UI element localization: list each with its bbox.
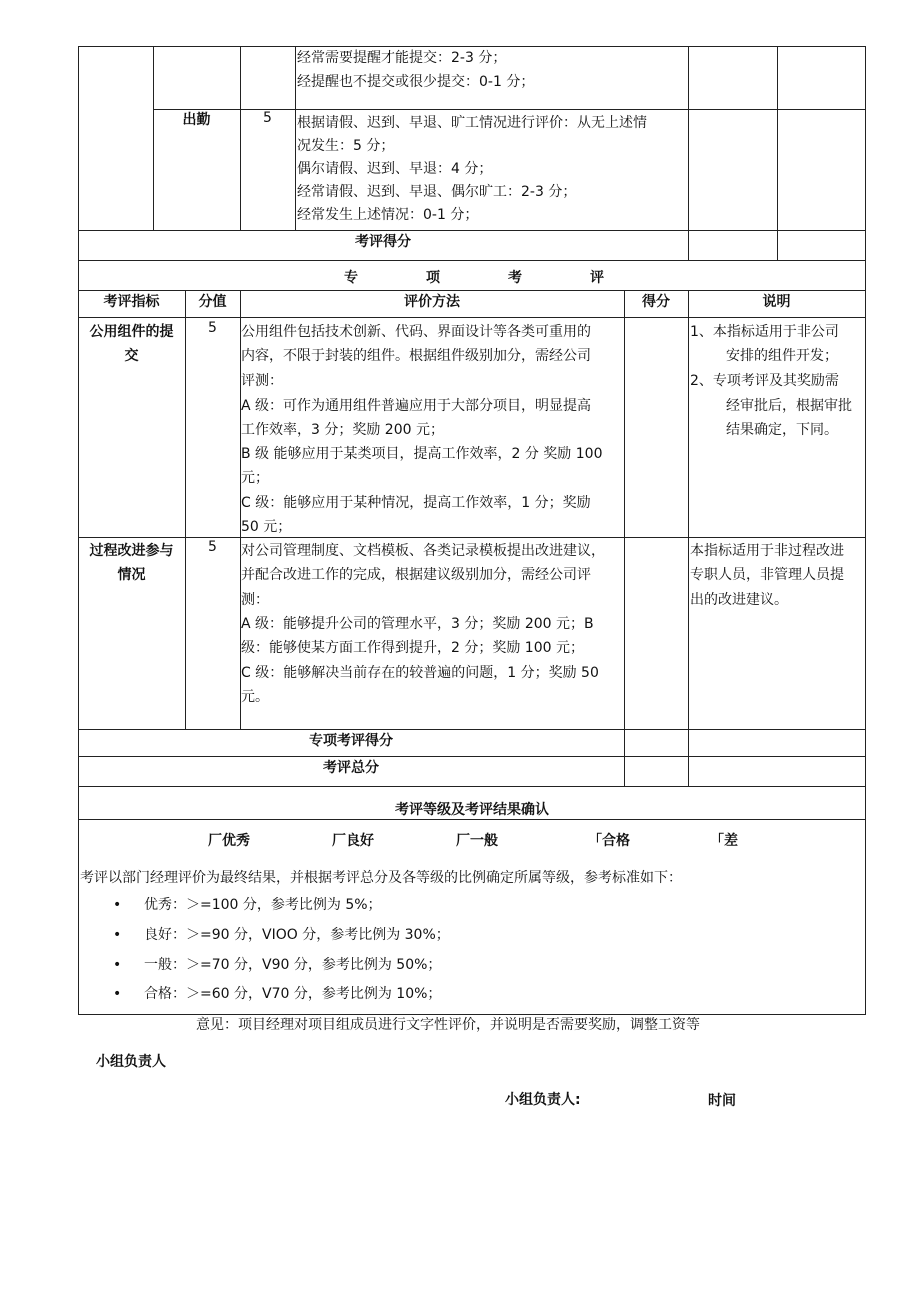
subtotal-label: 考评得分	[355, 234, 411, 250]
attendance-score: 5	[263, 110, 272, 126]
header-indicator: 考评指标	[103, 294, 160, 310]
rule	[624, 290, 625, 786]
attendance-label: 出勤	[182, 112, 211, 128]
header-points: 得分	[642, 294, 670, 310]
special-total-label: 专项考评得分	[309, 733, 393, 749]
attendance-criteria-line: 况发生：5 分；	[297, 138, 395, 154]
method-line: 公用组件包括技术创新、代码、界面设计等各类可重用的	[241, 324, 591, 340]
title-char: 项	[426, 270, 440, 286]
leader-label: 小组负责人	[96, 1054, 166, 1070]
special-section-title	[344, 266, 604, 290]
row-score: 5	[208, 320, 217, 336]
row-score: 5	[208, 539, 217, 555]
indicator-line: 情况	[117, 567, 146, 583]
grading-intro: 考评以部门经理评价为最终结果，并根据考评总分及各等级的比例确定所属等级，参考标准如下：	[80, 870, 682, 886]
rule	[78, 260, 866, 261]
continued-criteria-line: 经提醒也不提交或很少提交：0-1 分；	[297, 74, 535, 90]
title-char: 专	[344, 270, 358, 286]
method-line: 元；	[241, 470, 269, 486]
rule	[865, 46, 866, 1014]
method-line: 并配合改进工作的完成，根据建议级别加分，需经公司评	[241, 567, 591, 583]
note-line: 经审批后，根据审批	[726, 398, 852, 414]
method-line: 级：能够使某方面工作得到提升，2 分；奖励 100 元；	[241, 640, 584, 656]
note-line: 2、专项考评及其奖励需	[690, 373, 839, 389]
method-line: 测：	[241, 592, 269, 608]
rule	[688, 46, 689, 260]
method-line: 内容，不限于封装的组件。根据组件级别加分，需经公司	[241, 348, 591, 364]
grading-title: 考评等级及考评结果确认	[395, 802, 549, 818]
rule	[240, 46, 241, 230]
attendance-criteria-line: 根据请假、迟到、早退、旷工情况进行评价：从无上述情	[297, 115, 647, 131]
rule	[78, 46, 79, 1014]
grade-option-good[interactable]: 厂良好	[332, 833, 374, 849]
title-char: 评	[590, 270, 604, 286]
method-line: 评测：	[241, 373, 283, 389]
attendance-criteria-line: 偶尔请假、迟到、早退：4 分；	[297, 161, 493, 177]
method-line: B 级 能够应用于某类项目，提高工作效率，2 分 奖励 100	[241, 446, 603, 462]
indicator-line: 交	[124, 348, 139, 364]
note-line: 1、本指标适用于非公司	[690, 324, 839, 340]
attendance-criteria-line: 经常请假、迟到、早退、偶尔旷工：2-3 分；	[297, 184, 577, 200]
grade-criterion: 合格：＞=60 分，V70 分，参考比例为 10%；	[144, 986, 442, 1002]
method-line: 对公司管理制度、文档模板、各类记录模板提出改进建议，	[241, 543, 605, 559]
grade-option-average[interactable]: 厂一般	[456, 833, 498, 849]
method-line: 50 元；	[241, 519, 292, 535]
method-line: A 级：能够提升公司的管理水平，3 分；奖励 200 元；B	[241, 616, 594, 632]
rule	[688, 290, 689, 786]
note-line: 安排的组件开发；	[726, 348, 838, 364]
indicator-line: 公用组件的提	[89, 324, 174, 340]
rule	[295, 46, 296, 230]
note-line: 本指标适用于非过程改进	[690, 543, 844, 559]
grade-criterion: 一般：＞=70 分，V90 分，参考比例为 50%；	[144, 957, 442, 973]
bullet-icon: •	[113, 986, 122, 1002]
method-line: 元。	[241, 689, 269, 705]
bullet-icon: •	[113, 897, 122, 913]
rule	[185, 290, 186, 729]
continued-criteria-line: 经常需要提醒才能提交：2-3 分；	[297, 50, 507, 66]
attendance-criteria-line: 经常发生上述情况：0-1 分；	[297, 207, 479, 223]
bullet-icon: •	[113, 957, 122, 973]
method-line: A 级：可作为通用组件普遍应用于大部分项目，明显提高	[241, 398, 592, 414]
grade-criterion: 良好：＞=90 分，VIOO 分，参考比例为 30%；	[144, 927, 450, 943]
rule	[777, 46, 778, 260]
method-line: C 级：能够应用于某种情况，提高工作效率，1 分；奖励	[241, 495, 591, 511]
note-line: 结果确定，下同。	[726, 422, 838, 438]
grade-criterion: 优秀：＞=100 分，参考比例为 5%；	[144, 897, 382, 913]
bullet-icon: •	[113, 927, 122, 943]
method-line: C 级：能够解决当前存在的较普遍的问题，1 分；奖励 50	[241, 665, 599, 681]
header-note: 说明	[762, 294, 791, 310]
grade-option-pass[interactable]: 「合格	[588, 833, 630, 849]
rule	[78, 786, 866, 787]
header-method: 评价方法	[404, 294, 460, 310]
header-score: 分值	[198, 294, 227, 310]
note-line: 出的改进建议。	[690, 592, 788, 608]
grade-option-excellent[interactable]: 厂优秀	[208, 833, 250, 849]
rule	[153, 46, 154, 230]
grade-option-poor[interactable]: 「差	[710, 833, 738, 849]
indicator-line: 过程改进参与	[89, 543, 174, 559]
opinion-note: 意见：项目经理对项目组成员进行文字性评价，并说明是否需要奖励，调整工资等	[196, 1017, 700, 1033]
signature-label: 小组负责人:	[505, 1092, 581, 1108]
title-char: 考	[508, 270, 522, 286]
method-line: 工作效率，3 分；奖励 200 元；	[241, 422, 444, 438]
grand-total-label: 考评总分	[323, 760, 379, 776]
note-line: 专职人员，非管理人员提	[690, 567, 844, 583]
time-label: 时间	[708, 1093, 736, 1109]
